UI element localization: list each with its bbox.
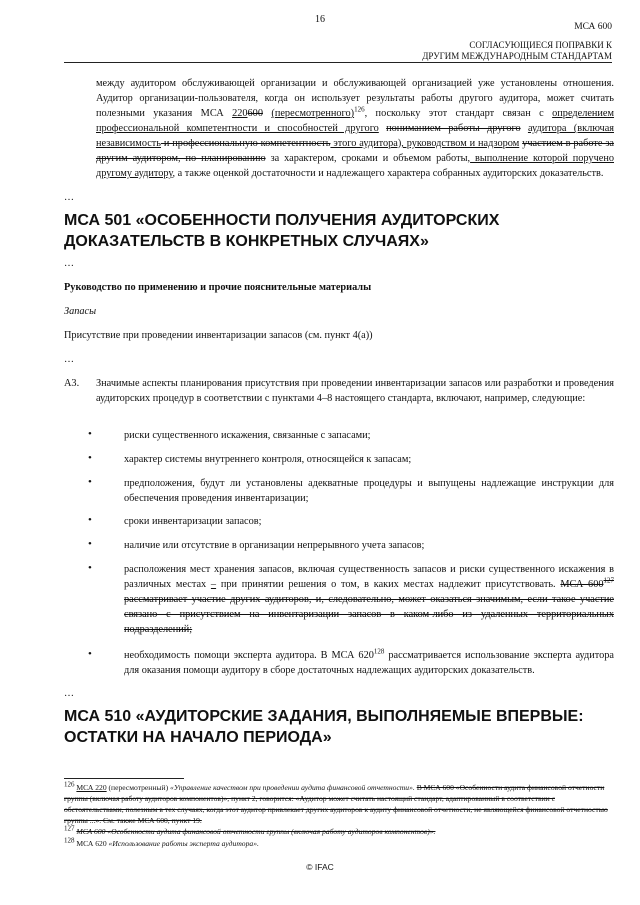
deleted-text: и профессиональную компетентность (160, 138, 331, 149)
ellipsis: … (64, 258, 74, 269)
running-header-line-2: ДРУГИМ МЕЖДУНАРОДНЫМ СТАНДАРТАМ (422, 51, 612, 61)
text-run: при принятии решения о том, в каких местах надлежит присутствовать. (216, 579, 561, 590)
text-run: за характером, сроками и объемом работы, (265, 153, 471, 164)
bullet-item: предположения, будут ли установлены адекватные процедуры и выпущены надлежащие инструкции для обеспечения проведения инвентаризации; (124, 478, 614, 504)
footnote-127 (64, 826, 614, 837)
inserted-text: 220 (232, 108, 248, 119)
subheading-inventories: Запасы (64, 306, 97, 317)
text-run: необходимость помощи эксперта аудитора. В МСА 620 (124, 650, 374, 661)
footnote-number: 128 (64, 836, 75, 845)
deleted-text: В МСА 600 «Особенности аудита финансовой отчетности группы (включая работу аудиторов компонентов)», пункт 2, говорится: «Аудитор может считать настоящий стандарт, адаптированный в соответствии с обстоятельствами, полезным в тех случаях, когда этот аудитор привлекает других аудиторов к аудиту финансовой отчетности, не являющейся финансовой отчетностью группы ...». См. также МСА 600, пункт 19. (64, 783, 608, 825)
page-number: 16 (315, 14, 325, 25)
ellipsis: … (64, 192, 74, 203)
text-run: , поскольку этот стандарт связан с (364, 108, 553, 119)
bullet-marker: • (88, 452, 92, 464)
text-run: между аудитором обслуживающей организации и обслуживающей организацией уже установлены отношения. Аудитор организации-пользователя, когда он использует результаты работы другого аудитора, может считать полезными указания МСА (96, 78, 614, 119)
text-run (521, 123, 528, 134)
footnote-126 (64, 782, 614, 826)
bullet-marker: • (88, 538, 92, 550)
footnote-number: 126 (64, 780, 75, 789)
paragraph-number: А3. (64, 378, 80, 389)
ellipsis: … (64, 354, 74, 365)
bullet-item-locations (124, 562, 614, 637)
deleted-text: МСА 600 (560, 579, 604, 590)
inserted-text: аудитора (включая независимость (96, 123, 614, 149)
ellipsis: … (64, 688, 74, 699)
bullet-marker: • (88, 428, 92, 440)
header-rule (64, 62, 612, 63)
inserted-text: этого аудитора), руководством и надзором (330, 138, 520, 149)
footnote-ref[interactable]: 128 (373, 647, 385, 656)
inserted-text: выполнение которой поручено другому аудитору (96, 153, 614, 179)
inserted-text: определением профессиональной компетентности и способностей другого (96, 108, 615, 134)
paragraph-a3: Значимые аспекты планирования присутствия при проведении инвентаризации запасов или разработки и проведения аудиторских процедур в соответствии с пунктами 4–8 настоящего стандарта, включают, например, следующие: (96, 378, 614, 404)
deleted-text: МСА 600 «Особенности аудита финансовой отчетности группы (включая работу аудиторов компонентов)». (76, 827, 436, 836)
standard-code: МСА 600 (574, 22, 612, 32)
inserted-text: – (210, 579, 217, 590)
bullet-marker: • (88, 562, 92, 574)
bullet-marker: • (88, 648, 92, 660)
intro-paragraph (96, 76, 614, 181)
bullet-marker: • (88, 514, 92, 526)
text-run: , а также оценкой достаточности и надлежащего характера собранных аудиторских доказательств. (172, 168, 604, 179)
inserted-text: (пересмотренного) (271, 108, 355, 119)
text-run: (пересмотренный) (106, 783, 171, 792)
running-header-line-1: СОГЛАСУЮЩИЕСЯ ПОПРАВКИ К (469, 40, 612, 50)
deleted-text: 600 (247, 108, 263, 119)
copyright-footer: © IFAC (306, 862, 334, 872)
text-run: расположения мест хранения запасов, включая существенность запасов и риски существенного искажения в различных местах (124, 564, 614, 590)
footnote-rule (64, 778, 184, 779)
bullet-marker: • (88, 476, 92, 488)
text-run: рассматривается использование эксперта аудитора для оказания помощи аудитору в сборе достаточных надлежащих аудиторских доказательств. (124, 650, 614, 676)
bullet-item: сроки инвентаризации запасов; (124, 516, 262, 527)
subheading-attendance: Присутствие при проведении инвентаризации запасов (см. пункт 4(а)) (64, 330, 373, 341)
bullet-item: риски существенного искажения, связанные с запасами; (124, 430, 371, 441)
deleted-text: пониманием работы другого (386, 123, 521, 134)
running-header (352, 40, 612, 62)
section-heading-510: МСА 510 «АУДИТОРСКИЕ ЗАДАНИЯ, ВЫПОЛНЯЕМЫЕ ВПЕРВЫЕ: ОСТАТКИ НА НАЧАЛО ПЕРИОДА» (64, 708, 584, 746)
text-run: «Управление качеством при проведении аудита финансовой отчетности». (170, 783, 415, 792)
footnote-ref[interactable]: 127 (603, 576, 614, 585)
footnote-number: 127 (64, 824, 75, 833)
footnote-ref[interactable]: 126 (354, 105, 365, 114)
bullet-item-expert (124, 648, 614, 678)
deleted-text: участием в работе за другим аудитором, по планированию (96, 138, 614, 164)
text-run: МСА 620 (76, 839, 109, 848)
text-run: «Использование работы эксперта аудитора». (108, 839, 259, 848)
section-heading-501: МСА 501 «ОСОБЕННОСТИ ПОЛУЧЕНИЯ АУДИТОРСКИХ ДОКАЗАТЕЛЬСТВ В КОНКРЕТНЫХ СЛУЧАЯХ» (64, 212, 500, 250)
bullet-item: наличие или отсутствие в организации непрерывного учета запасов; (124, 540, 425, 551)
deleted-text: рассматривает участие других аудиторов, и, следовательно, может оказаться значимым, если такое участие связано с присутствием на инвентаризации запасов в каком-либо из удаленных территориальных подразделений; (124, 594, 614, 635)
inserted-text: МСА 220 (76, 783, 107, 792)
guidance-title: Руководство по применению и прочие пояснительные материалы (64, 282, 372, 293)
bullet-item: характер системы внутреннего контроля, относящейся к запасам; (124, 454, 412, 465)
footnote-128 (64, 838, 614, 849)
